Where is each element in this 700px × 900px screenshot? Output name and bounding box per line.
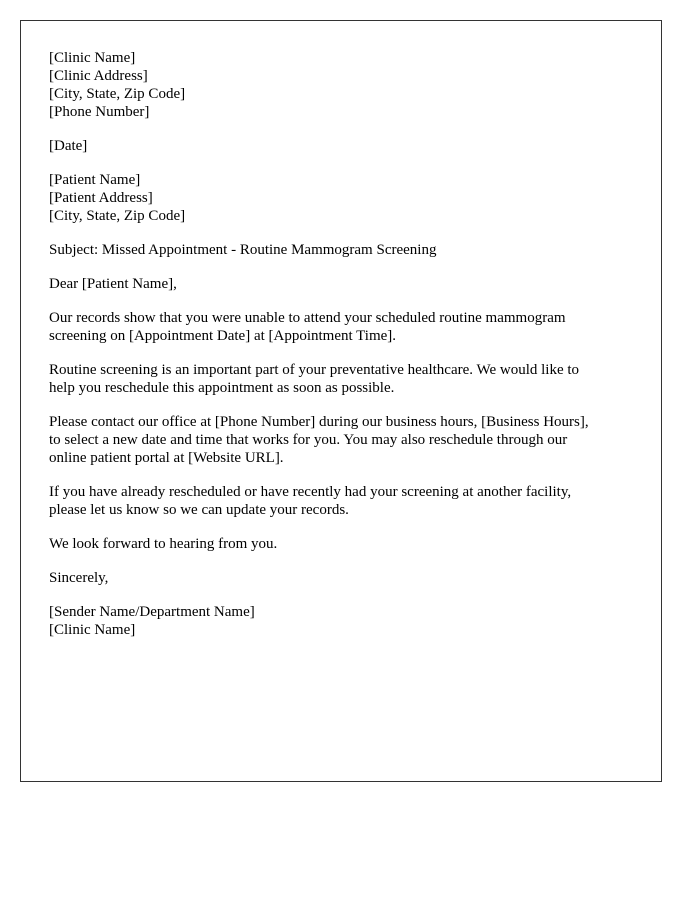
body-paragraph [49,535,641,553]
paragraph-line: online patient portal at [Website URL]. [49,450,284,466]
body-paragraph [49,309,641,345]
sender-address-block [49,49,641,121]
clinic-city-state-zip: [City, State, Zip Code] [49,86,186,102]
letter-page [20,20,662,782]
paragraph-line: Our records show that you were unable to attend your scheduled routine mammogram [49,310,566,326]
clinic-phone: [Phone Number] [49,104,150,120]
date-block [49,137,641,155]
body-paragraph [49,413,641,467]
subject-line [49,241,641,259]
subject-text: Subject: Missed Appointment - Routine Mammogram Screening [49,242,437,258]
signature-clinic-name: [Clinic Name] [49,622,136,638]
signature-block [49,603,641,639]
letter-content [49,49,641,655]
patient-address: [Patient Address] [49,190,153,206]
paragraph-line: Please contact our office at [Phone Number] during our business hours, [Business Hours], [49,414,589,430]
paragraph-line: If you have already rescheduled or have recently had your screening at another facility, [49,484,572,500]
paragraph-line: help you reschedule this appointment as soon as possible. [49,380,395,396]
paragraph-line: to select a new date and time that works for you. You may also reschedule through our [49,432,568,448]
patient-city-state-zip: [City, State, Zip Code] [49,208,186,224]
paragraph-line: please let us know so we can update your records. [49,502,349,518]
paragraph-line: We look forward to hearing from you. [49,536,278,552]
patient-name: [Patient Name] [49,172,141,188]
salutation-text: Dear [Patient Name], [49,276,177,292]
recipient-address-block [49,171,641,225]
paragraph-line: screening on [Appointment Date] at [Appointment Time]. [49,328,397,344]
paragraph-line: Routine screening is an important part of your preventative healthcare. We would like to [49,362,580,378]
letter-date: [Date] [49,138,88,154]
closing [49,569,641,587]
clinic-address: [Clinic Address] [49,68,148,84]
body-paragraph [49,361,641,397]
body-paragraph [49,483,641,519]
clinic-name: [Clinic Name] [49,50,136,66]
salutation [49,275,641,293]
closing-text: Sincerely, [49,570,109,586]
sender-name: [Sender Name/Department Name] [49,604,255,620]
